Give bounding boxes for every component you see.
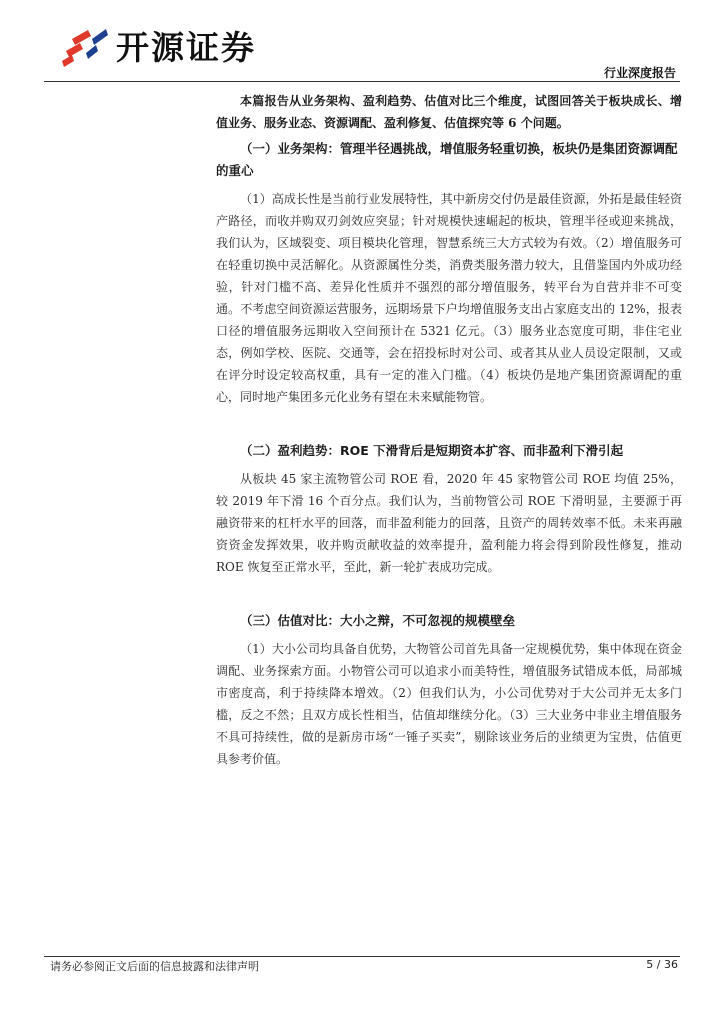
page-number: 5 / 36 xyxy=(646,958,678,971)
section-3-heading: （三）估值对比：大小之辩，不可忽视的规模壁垒 xyxy=(240,613,516,628)
header-divider xyxy=(44,81,680,82)
section-2-body: 从板块 45 家主流物管公司 ROE 看，2020 年 45 家物管公司 ROE 均值 25%，较 2019 年下滑 16 个百分点。我们认为，当前物管公司 ROE 下滑明显，主要源于再融资带来的杠杆水平的回落，而非盈利能力的回落，且资产的周转效率不低。未来再融资资金发挥效果，收并购贡献收益的效率提升，盈利能力将会得到阶段性修复，推动 ROE 恢复至正常水平，至此，新一轮扩表成功完成。 xyxy=(216,472,682,574)
footer-divider xyxy=(44,956,680,957)
section-2-heading: （二）盈利趋势：ROE 下滑背后是短期资本扩容、而非盈利下滑引起 xyxy=(240,443,624,458)
kaiyuan-logo-icon xyxy=(58,25,112,67)
logo-text: 开源证券 xyxy=(116,28,256,67)
footer-disclaimer: 请务必参阅正文后面的信息披露和法律声明 xyxy=(50,960,259,973)
report-type-label: 行业深度报告 xyxy=(603,66,676,80)
section-1-body: （1）高成长性是当前行业发展特性，其中新房交付仍是最佳资源，外拓是最佳轻资产路径，而收并购双刃剑效应突显；针对规模快速崛起的板块，管理半径或迎来挑战，我们认为，区域裂变、项目模块化管理，智慧系统三大方式较为有效。（2）增值服务可在轻重切换中灵活解化。从资源属性分类，消费类服务潜力较大，且借鉴国内外成功经验，针对门槛不高、差异化性质并不强烈的部分增值服务，转平台为自营并非不可变通。不考虑空间资源运营服务，远期场景下户均增值服务支出占家庭支出的 12%，报表口径的增值服务远期收入空间预计在 5321 亿元。（3）服务业态宽度可期，非住宅业态，例如学校、医院、交通等，会在招投标时对公司、或者其从业人员设定限制，又或在评分时设定较高权重，具有一定的准入门槛。（4）板块仍是地产集团资源调配的重心，同时地产集团多元化业务有望在未来赋能物管。 xyxy=(216,192,682,404)
main-content xyxy=(216,90,682,770)
page-header xyxy=(0,0,724,80)
company-logo xyxy=(58,22,256,69)
section-3-body: （1）大小公司均具备自优势，大物管公司首先具备一定规模优势，集中体现在资金调配、业务探索方面。小物管公司可以追求小而美特性，增值服务试错成本低，局部城市密度高，利于持续降本增效。（2）但我们认为，小公司优势对于大公司并无太多门槛，反之不然；且双方成长性相当，估值却继续分化。（3）三大业务中非业主增值服务不具可持续性，做的是新房市场“一锤子买卖”，剔除该业务后的业绩更为宝贵，估值更具参考价值。 xyxy=(216,642,682,766)
section-1-heading: （一）业务架构：管理半径遇挑战，增值服务轻重切换，板块仍是集团资源调配的重心 xyxy=(216,141,678,178)
intro-paragraph: 本篇报告从业务架构、盈利趋势、估值对比三个维度，试图回答关于板块成长、增值业务、服务业态、资源调配、盈利修复、估值探究等 6 个问题。 xyxy=(216,94,682,130)
